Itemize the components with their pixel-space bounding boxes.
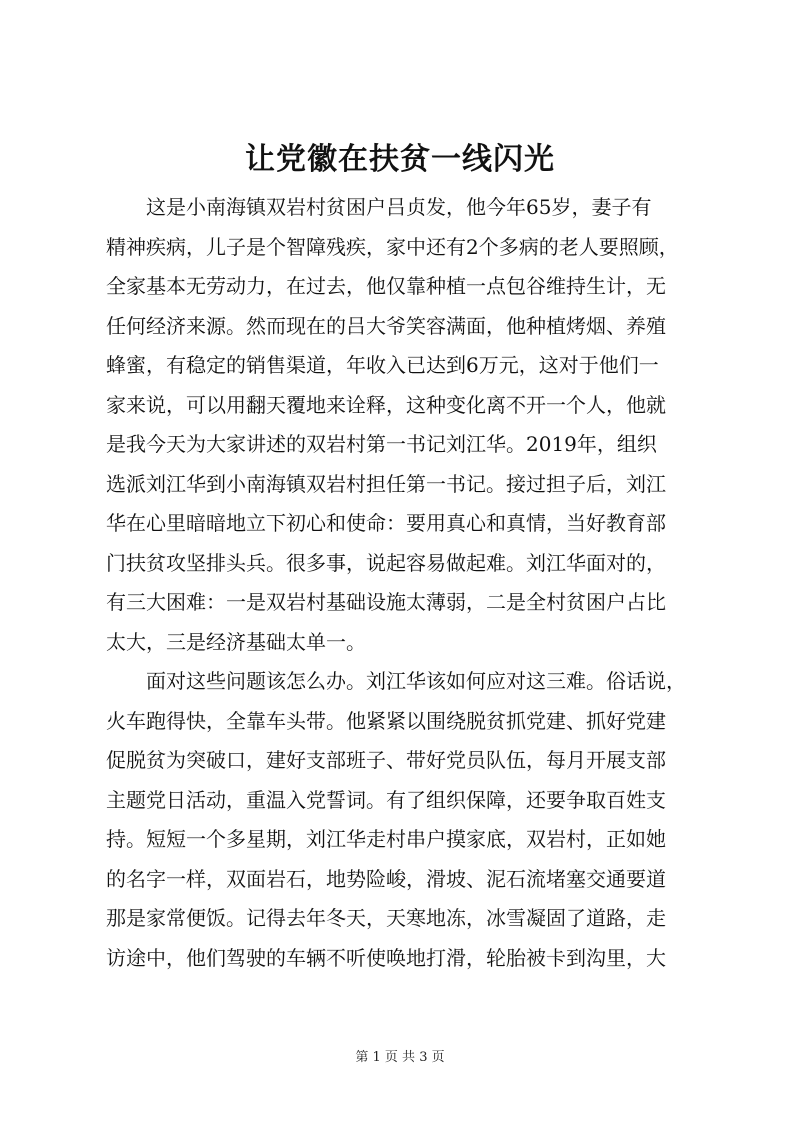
paragraph-1-line-5: 蜂蜜，有稳定的销售渠道，年收入已达到6万元，这对于他们一 — [106, 353, 659, 377]
page-number-footer: 第 1 页 共 3 页 — [355, 1050, 445, 1065]
paragraph-1-line-3: 全家基本无劳动力，在过去，他仅靠种植一点包谷维持生计，无 — [106, 274, 666, 298]
paragraph-1-line-4: 任何经济来源。然而现在的吕大爷笑容满面，他种植烤烟、养殖 — [106, 313, 666, 338]
paragraph-2-line-3: 促脱贫为突破口，建好支部班子、带好党员队伍，每月开展支部 — [106, 748, 666, 772]
paragraph-2-line-2: 火车跑得快，全靠车头带。他紧紧以围绕脱贫抓党建、抓好党建 — [106, 708, 666, 733]
paragraph-1-line-6: 家来说，可以用翻天覆地来诠释，这种变化离不开一个人，他就 — [106, 392, 666, 417]
paragraph-2-line-7: 那是家常便饭。记得去年冬天，天寒地冻，冰雪凝固了道路，走 — [106, 906, 666, 930]
paragraph-2-line-8: 访途中，他们驾驶的车辆不听使唤地打滑，轮胎被卡到沟里，大 — [106, 945, 666, 970]
paragraph-1-line-9: 华在心里暗暗地立下初心和使命：要用真心和真情，当好教育部 — [106, 511, 666, 535]
paragraph-1-line-8: 选派刘江华到小南海镇双岩村担任第一书记。接过担子后，刘江 — [106, 471, 666, 496]
paragraph-1-line-1: 这是小南海镇双岩村贫困户吕贞发，他今年65岁，妻子有 — [146, 195, 652, 219]
document-body — [106, 188, 706, 978]
paragraph-1-line-7: 是我今天为大家讲述的双岩村第一书记刘江华。2019年，组织 — [106, 432, 657, 456]
paragraph-1-line-10: 门扶贫攻坚排头兵。很多事，说起容易做起难。刘江华面对的， — [106, 550, 666, 575]
paragraph-1-line-12: 太大，三是经济基础太单一。 — [106, 629, 366, 654]
paragraph-2-line-6: 的名字一样，双面岩石，地势险峻，滑坡、泥石流堵塞交通要道 — [106, 866, 666, 891]
paragraph-2-line-5: 持。短短一个多星期，刘江华走村串户摸家底，双岩村，正如她 — [106, 827, 666, 851]
document-title: 让党徽在扶贫一线闪光 — [245, 142, 555, 177]
paragraph-2-line-4: 主题党日活动，重温入党誓词。有了组织保障，还要争取百姓支 — [106, 787, 666, 812]
paragraph-1-line-11: 有三大困难：一是双岩村基础设施太薄弱，二是全村贫困户占比 — [106, 590, 666, 614]
paragraph-2-line-1: 面对这些问题该怎么办。刘江华该如何应对这三难。俗话说， — [146, 669, 686, 693]
paragraph-1-line-2: 精神疾病，儿子是个智障残疾，家中还有2个多病的老人要照顾， — [106, 234, 679, 259]
